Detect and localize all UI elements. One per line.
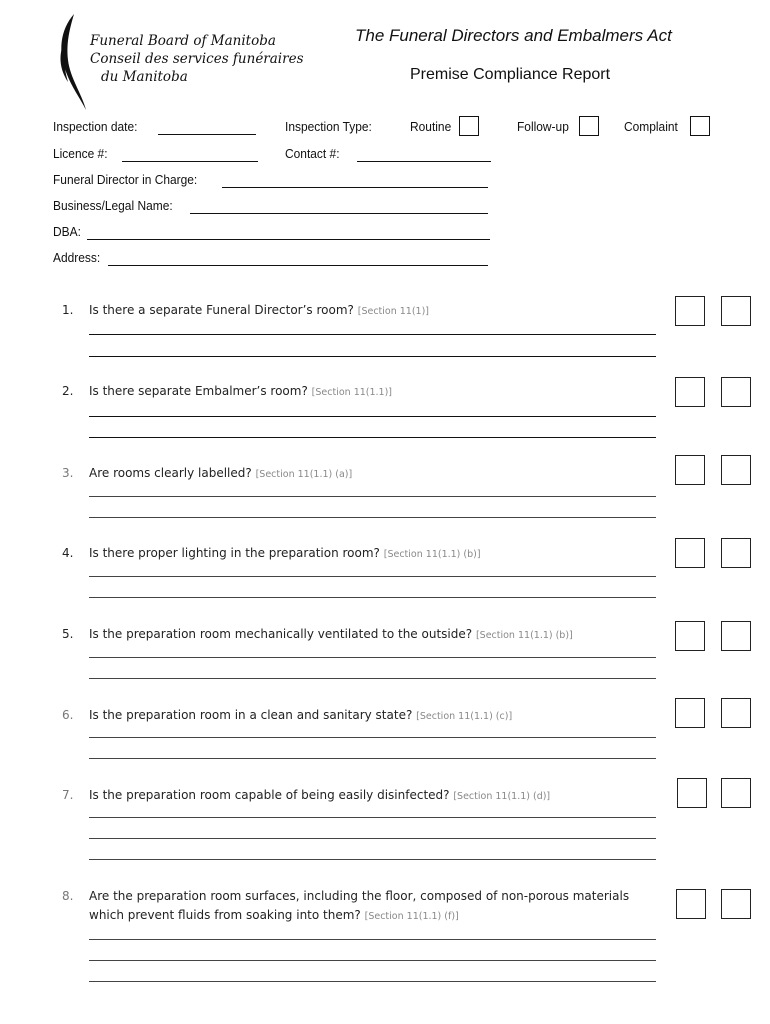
yes-checkbox[interactable] [675, 296, 705, 326]
section-ref: [Section 11(1.1)] [311, 387, 393, 398]
question-text: Is the preparation room in a clean and sanitary state? [Section 11(1.1) (c)] [89, 708, 513, 722]
question-text-continued: which prevent fluids from soaking into them? [Section 11(1.1) (f)] [89, 908, 459, 922]
question-text: Is the preparation room capable of being easily disinfected? [Section 11(1.1) (d)] [89, 788, 551, 802]
answer-line[interactable] [89, 356, 656, 357]
director-field[interactable] [222, 175, 488, 188]
no-checkbox[interactable] [721, 698, 751, 728]
address-field[interactable] [108, 253, 488, 266]
org-name-fr-2: du Manitoba [101, 69, 188, 85]
report-title: Premise Compliance Report [410, 66, 611, 83]
contact-label: Contact #: [285, 146, 340, 161]
question-number: 3. [62, 466, 74, 480]
question-number: 8. [62, 889, 74, 903]
question-text: Is there proper lighting in the preparation room? [Section 11(1.1) (b)] [89, 546, 481, 560]
complaint-label: Complaint [624, 119, 678, 134]
funeral-board-logo [52, 12, 92, 112]
answer-line[interactable] [89, 416, 656, 417]
question-number: 4. [62, 546, 74, 560]
yes-checkbox[interactable] [676, 889, 706, 919]
question-number: 2. [62, 384, 74, 398]
yes-checkbox[interactable] [675, 538, 705, 568]
yes-checkbox[interactable] [675, 377, 705, 407]
yes-checkbox[interactable] [677, 778, 707, 808]
section-ref: [Section 11(1)] [357, 306, 430, 317]
question-text: Are the preparation room surfaces, including the floor, composed of non-porous materials [89, 889, 630, 903]
no-checkbox[interactable] [721, 455, 751, 485]
business-field[interactable] [190, 201, 488, 214]
answer-line[interactable] [89, 817, 656, 818]
inspection-date-label: Inspection date: [53, 119, 138, 134]
org-name-en: Funeral Board of Manitoba [90, 33, 276, 49]
answer-line[interactable] [89, 334, 656, 335]
answer-line[interactable] [89, 496, 656, 497]
inspection-date-field[interactable] [158, 122, 256, 135]
address-label: Address: [53, 250, 101, 265]
section-ref: [Section 11(1.1) (c)] [416, 711, 513, 722]
answer-line[interactable] [89, 981, 656, 982]
licence-label: Licence #: [53, 146, 108, 161]
answer-line[interactable] [89, 437, 656, 438]
no-checkbox[interactable] [721, 377, 751, 407]
section-ref: [Section 11(1.1) (d)] [453, 791, 551, 802]
no-checkbox[interactable] [721, 621, 751, 651]
dba-field[interactable] [87, 227, 490, 240]
answer-line[interactable] [89, 758, 656, 759]
yes-checkbox[interactable] [675, 455, 705, 485]
section-ref: [Section 11(1.1) (b)] [475, 630, 573, 641]
answer-line[interactable] [89, 859, 656, 860]
no-checkbox[interactable] [721, 778, 751, 808]
section-ref: [Section 11(1.1) (f)] [364, 911, 459, 922]
section-ref: [Section 11(1.1) (b)] [383, 549, 481, 560]
answer-line[interactable] [89, 939, 656, 940]
question-number: 7. [62, 788, 74, 802]
complaint-checkbox[interactable] [690, 116, 710, 136]
question-text: Is there a separate Funeral Director’s room? [Section 11(1)] [89, 303, 430, 317]
answer-line[interactable] [89, 678, 656, 679]
no-checkbox[interactable] [721, 538, 751, 568]
question-text: Are rooms clearly labelled? [Section 11(1.1) (a)] [89, 466, 353, 480]
dba-label: DBA: [53, 224, 81, 239]
no-checkbox[interactable] [721, 889, 751, 919]
contact-field[interactable] [357, 149, 491, 162]
director-label: Funeral Director in Charge: [53, 172, 198, 187]
answer-line[interactable] [89, 960, 656, 961]
licence-field[interactable] [122, 149, 258, 162]
yes-checkbox[interactable] [675, 621, 705, 651]
question-number: 1. [62, 303, 74, 317]
routine-checkbox[interactable] [459, 116, 479, 136]
question-number: 6. [62, 708, 74, 722]
org-name-fr: Conseil des services funéraires [90, 51, 304, 67]
followup-checkbox[interactable] [579, 116, 599, 136]
business-label: Business/Legal Name: [53, 198, 173, 213]
followup-label: Follow-up [517, 119, 569, 134]
answer-line[interactable] [89, 597, 656, 598]
act-title: The Funeral Directors and Embalmers Act [355, 26, 672, 45]
section-ref: [Section 11(1.1) (a)] [255, 469, 353, 480]
answer-line[interactable] [89, 838, 656, 839]
answer-line[interactable] [89, 657, 656, 658]
no-checkbox[interactable] [721, 296, 751, 326]
answer-line[interactable] [89, 576, 656, 577]
answer-line[interactable] [89, 737, 656, 738]
routine-label: Routine [410, 119, 452, 134]
question-text: Is the preparation room mechanically ventilated to the outside? [Section 11(1.1) (b)] [89, 627, 573, 641]
question-number: 5. [62, 627, 74, 641]
inspection-type-label: Inspection Type: [285, 119, 372, 134]
answer-line[interactable] [89, 517, 656, 518]
question-text: Is there separate Embalmer’s room? [Section 11(1.1)] [89, 384, 393, 398]
yes-checkbox[interactable] [675, 698, 705, 728]
